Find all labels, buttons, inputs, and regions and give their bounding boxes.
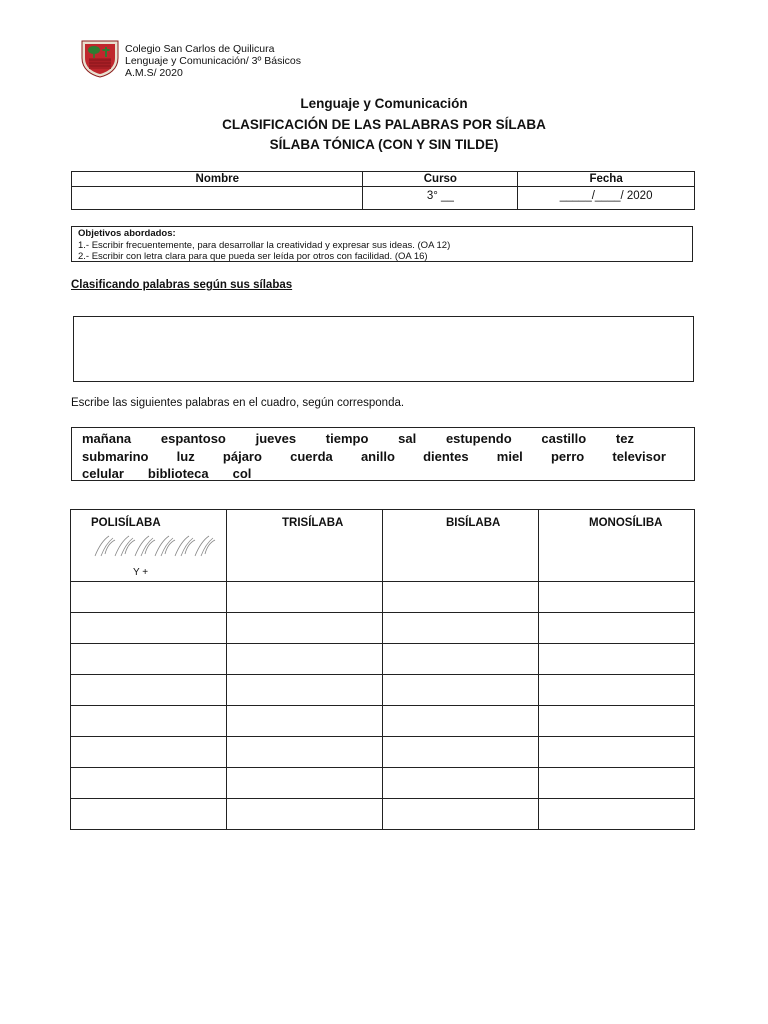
trisilaba-label: TRISÍLABA [282, 517, 344, 529]
word: luz [176, 448, 195, 464]
answer-cell[interactable] [383, 675, 539, 706]
answer-cell[interactable] [539, 737, 695, 768]
table-row [71, 706, 695, 737]
answer-box[interactable] [73, 316, 694, 382]
word: espantoso [160, 431, 226, 446]
answer-cell[interactable] [539, 768, 695, 799]
answer-cell[interactable] [227, 675, 383, 706]
instruction-text: Escribe las siguientes palabras en el cuadro, según corresponda. [71, 397, 405, 409]
bisilaba-label: BISÍLABA [446, 517, 501, 529]
answer-cell[interactable] [539, 675, 695, 706]
word: tez [615, 431, 634, 446]
course-header: Curso [363, 172, 518, 187]
answer-cell[interactable] [71, 799, 227, 830]
answer-cell[interactable] [227, 737, 383, 768]
polisilaba-label: POLISÍLABA [91, 517, 161, 529]
answer-cell[interactable] [227, 644, 383, 675]
objectives-box [71, 226, 693, 262]
table-row [71, 768, 695, 799]
course-field[interactable]: 3° __ [363, 187, 518, 210]
answer-cell[interactable] [539, 644, 695, 675]
word: tiempo [325, 431, 369, 446]
word: televisor [612, 448, 666, 464]
answer-cell[interactable] [383, 613, 539, 644]
answer-cell[interactable] [383, 768, 539, 799]
name-field[interactable] [72, 187, 363, 210]
word-bank [71, 427, 695, 481]
school-crest-logo [80, 38, 120, 78]
answer-cell[interactable] [227, 706, 383, 737]
answer-cell[interactable] [71, 768, 227, 799]
word: mañana [82, 431, 132, 446]
word: anillo [360, 448, 395, 464]
answer-cell[interactable] [71, 737, 227, 768]
word: celular [82, 466, 124, 481]
name-header: Nombre [72, 172, 363, 187]
table-row [71, 644, 695, 675]
objective-item: 1.- Escribir frecuentemente, para desarrollar la creatividad y expresar sus ideas. (OA 12) [78, 239, 451, 251]
date-header: Fecha [518, 172, 695, 187]
answer-cell[interactable] [227, 613, 383, 644]
table-row [71, 675, 695, 706]
school-info [125, 43, 301, 79]
header-bisilaba [383, 510, 539, 582]
answer-cell[interactable] [227, 799, 383, 830]
table-row [71, 737, 695, 768]
polisilaba-hint: Y + [133, 567, 149, 578]
answer-cell[interactable] [383, 706, 539, 737]
monosilaba-label: MONOSÍLIBA [589, 517, 663, 529]
answer-cell[interactable] [71, 613, 227, 644]
answer-cell[interactable] [539, 613, 695, 644]
student-info-table [71, 171, 695, 210]
word: col [232, 466, 252, 481]
answer-cell[interactable] [227, 582, 383, 613]
word: cuerda [290, 448, 333, 464]
classification-table [70, 509, 695, 830]
word-line [82, 465, 684, 483]
answer-cell[interactable] [71, 675, 227, 706]
answer-cell[interactable] [227, 768, 383, 799]
objectives-title: Objetivos abordados: [78, 228, 176, 239]
answer-cell[interactable] [539, 706, 695, 737]
answer-cell[interactable] [383, 582, 539, 613]
header-polisilaba [71, 510, 227, 582]
answer-cell[interactable] [71, 644, 227, 675]
header-trisilaba [227, 510, 383, 582]
word: estupendo [445, 431, 512, 446]
table-row [71, 582, 695, 613]
subject-level: Lenguaje y Comunicación/ 3º Básicos [125, 55, 302, 67]
answer-cell[interactable] [383, 644, 539, 675]
answer-cell[interactable] [71, 706, 227, 737]
main-title: CLASIFICACIÓN DE LAS PALABRAS POR SÍLABA [222, 117, 546, 132]
answer-cell[interactable] [539, 799, 695, 830]
sub-title: SÍLABA TÓNICA (CON Y SIN TILDE) [269, 137, 499, 152]
word-line [82, 448, 684, 466]
table-row [71, 613, 695, 644]
school-name: Colegio San Carlos de Quilicura [125, 43, 275, 55]
word: jueves [255, 431, 297, 446]
subject-title: Lenguaje y Comunicación [300, 96, 468, 111]
table-row [71, 799, 695, 830]
word: submarino [82, 448, 149, 464]
objective-item: 2.- Escribir con letra clara para que pueda ser leída por otros con facilidad. (OA 16) [78, 251, 428, 262]
word: dientes [423, 448, 469, 464]
word: sal [398, 431, 417, 446]
clapping-hands-icon [93, 532, 217, 560]
word: pájaro [222, 448, 262, 464]
word: castillo [541, 431, 587, 446]
section-title: Clasificando palabras según sus sílabas [71, 279, 293, 291]
word: miel [496, 448, 523, 464]
answer-cell[interactable] [539, 582, 695, 613]
answer-cell[interactable] [383, 737, 539, 768]
word: perro [550, 448, 585, 464]
header-monosilaba [539, 510, 695, 582]
author-year: A.M.S/ 2020 [125, 67, 183, 79]
word-line [82, 430, 684, 448]
answer-cell[interactable] [71, 582, 227, 613]
date-field[interactable]: _____/____/ 2020 [518, 187, 695, 210]
word: biblioteca [147, 466, 209, 481]
answer-cell[interactable] [383, 799, 539, 830]
